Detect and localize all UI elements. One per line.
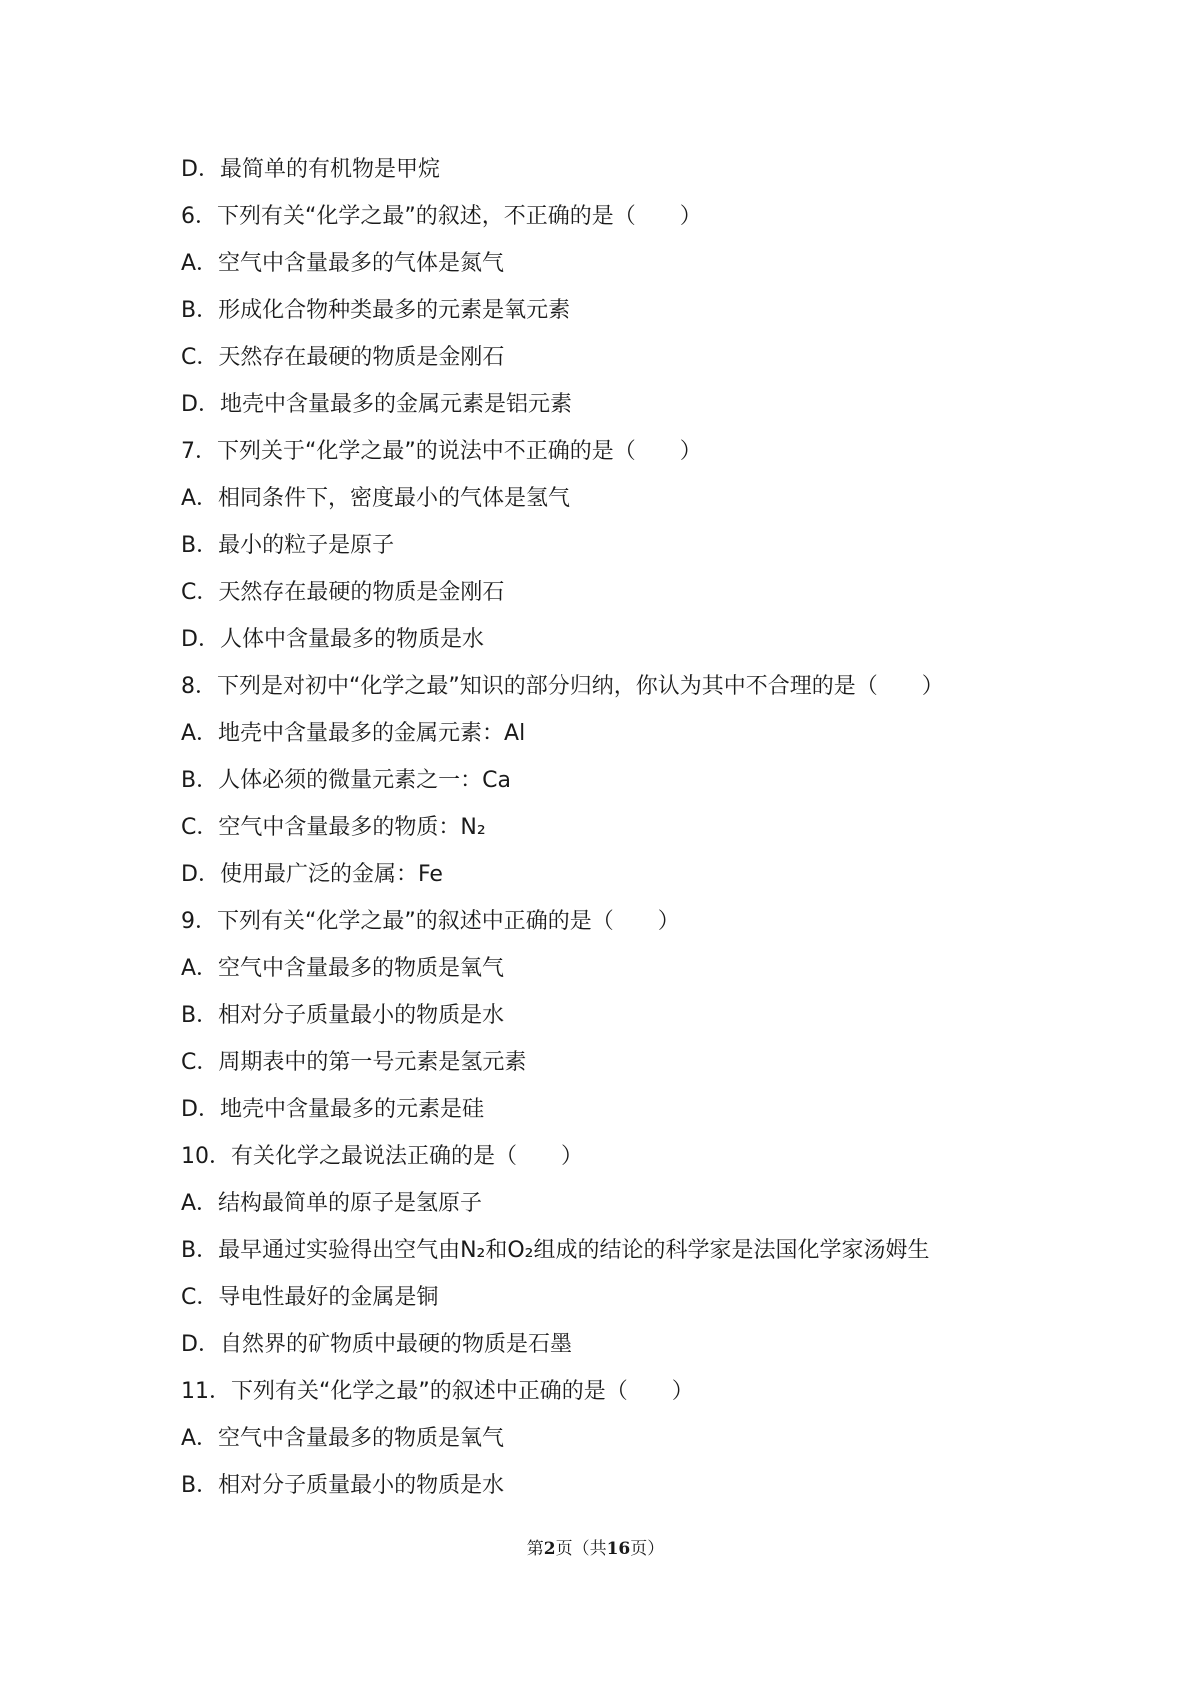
- question-7: 7．下列关于“化学之最”的说法中不正确的是（ ）: [181, 439, 702, 464]
- option-8b: B．人体必须的微量元素之一：Ca: [181, 768, 511, 793]
- footer-suffix: 页）: [630, 1539, 665, 1559]
- option-11a: A．空气中含量最多的物质是氧气: [181, 1426, 505, 1451]
- option-10c: C．导电性最好的金属是铜: [181, 1285, 439, 1310]
- option-10b: B．最早通过实验得出空气由N₂和O₂组成的结论的科学家是法国化学家汤姆生: [181, 1238, 930, 1263]
- question-list: [181, 146, 1081, 1509]
- footer-prefix: 第: [526, 1539, 544, 1559]
- option-9c: C．周期表中的第一号元素是氢元素: [181, 1050, 527, 1075]
- option-9d: D．地壳中含量最多的元素是硅: [181, 1097, 484, 1122]
- question-9: 9．下列有关“化学之最”的叙述中正确的是（ ）: [181, 909, 680, 934]
- option-8d: D．使用最广泛的金属：Fe: [181, 862, 443, 887]
- option-7b: B．最小的粒子是原子: [181, 533, 395, 558]
- option-5d: D．最简单的有机物是甲烷: [181, 157, 440, 182]
- question-11: 11．下列有关“化学之最”的叙述中正确的是（ ）: [181, 1379, 694, 1404]
- option-6b: B．形成化合物种类最多的元素是氧元素: [181, 298, 571, 323]
- option-10d: D．自然界的矿物质中最硬的物质是石墨: [181, 1332, 572, 1357]
- option-6a: A．空气中含量最多的气体是氮气: [181, 251, 505, 276]
- page-footer: [0, 1536, 1191, 1562]
- option-10a: A．结构最简单的原子是氢原子: [181, 1191, 483, 1216]
- option-7a: A．相同条件下，密度最小的气体是氢气: [181, 486, 571, 511]
- option-8c: C．空气中含量最多的物质：N₂: [181, 815, 486, 840]
- footer-page-number: 2: [543, 1539, 556, 1559]
- question-8: 8．下列是对初中“化学之最”知识的部分归纳，你认为其中不合理的是（ ）: [181, 674, 944, 699]
- footer-middle: 页（共: [555, 1539, 607, 1559]
- option-6d: D．地壳中含量最多的金属元素是铝元素: [181, 392, 572, 417]
- footer-total-pages: 16: [606, 1539, 631, 1559]
- question-10: 10．有关化学之最说法正确的是（ ）: [181, 1144, 583, 1169]
- option-11b: B．相对分子质量最小的物质是水: [181, 1473, 505, 1498]
- option-9b: B．相对分子质量最小的物质是水: [181, 1003, 505, 1028]
- option-7d: D．人体中含量最多的物质是水: [181, 627, 484, 652]
- option-7c: C．天然存在最硬的物质是金刚石: [181, 580, 505, 605]
- option-9a: A．空气中含量最多的物质是氧气: [181, 956, 505, 981]
- option-8a: A．地壳中含量最多的金属元素：Al: [181, 721, 526, 746]
- option-6c: C．天然存在最硬的物质是金刚石: [181, 345, 505, 370]
- question-6: 6．下列有关“化学之最”的叙述，不正确的是（ ）: [181, 204, 702, 229]
